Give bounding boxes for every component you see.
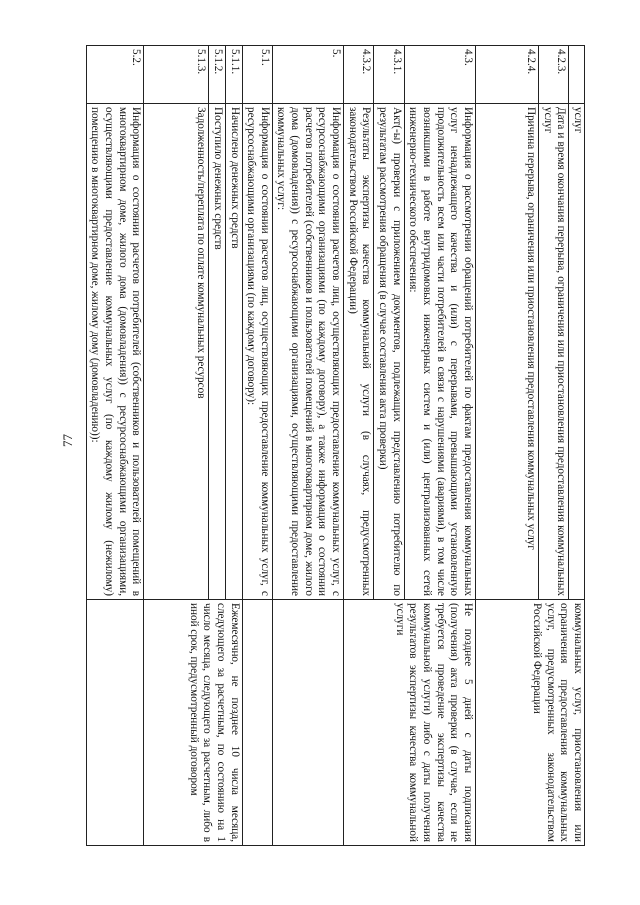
item-term: Не позднее 5 дней с даты подписания (получения) акта проверки (в случае, если не требуется проведение экспертизы качества коммунальной услуги) либо с даты получения результатов экспертизы качества коммунальной услуги bbox=[344, 600, 476, 846]
item-term: Ежемесячно, не позднее 10 числа месяца, следующего за расчетным, по состоянию на 1 число месяца, следующего за расчетным, либо в иной срок, предусмотренный договором bbox=[144, 600, 242, 846]
item-description: Информация о состоянии расчетов лиц, осуществляющих предоставление коммунальных услуг, с ресурсоснабжающими организациями (по каждому договору), а также информация о состоянии расчетов потребителей (собственников и пользователей помещений в многоквартирном доме, жилого дома (домовладения)) с ресурсоснабжающими организациями, осуществляющими предоставление коммунальных услуг: bbox=[272, 104, 343, 600]
item-number: 5.1.2. bbox=[209, 46, 226, 104]
table-row bbox=[242, 46, 272, 846]
item-description: Акт(-ы) проверки с приложением документов, подлежащих представлению потребителю по результатам рассмотрения обращения (в случае составления акта проверки) bbox=[374, 104, 404, 600]
item-description: Причина перерыва, ограничения или приостановления предоставления коммунальных услуг bbox=[476, 104, 539, 600]
disclosure-table bbox=[86, 45, 585, 846]
item-number: 4.3.1. bbox=[374, 46, 404, 104]
rotated-page bbox=[60, 45, 585, 845]
item-term: коммунальных услуг, приостановления или ограничения предоставления коммунальных услуг, предусмотренных законодательством Российской Федерации bbox=[476, 600, 585, 846]
item-number bbox=[569, 46, 585, 104]
item-description: Информация о рассмотрении обращений потребителей по фактам предоставления коммунальных услуг ненадлежащего качества и (или) с перерывами, превышающими установленную продолжительность всем или части потребителей в связи с нарушениями (авариями), в том числе возникшими в работе внутридомовых инженерных систем и (или) централизованных сетей инженерно-технического обеспечения: bbox=[404, 104, 475, 600]
item-number: 5.1.1. bbox=[225, 46, 242, 104]
page-number: 77 bbox=[60, 434, 75, 447]
item-number: 4.3. bbox=[404, 46, 475, 104]
item-description: Начислено денежных средств bbox=[225, 104, 242, 600]
table-row bbox=[569, 46, 585, 846]
item-description: Дата и время окончания перерыва, ограничения или приостановления предоставления коммунальных услуг bbox=[539, 104, 569, 600]
table-row bbox=[404, 46, 475, 846]
item-number: 5.1. bbox=[242, 46, 272, 104]
item-description: Поступило денежных средств bbox=[209, 104, 226, 600]
table-row bbox=[86, 46, 144, 846]
item-term bbox=[242, 600, 272, 846]
table-row bbox=[272, 46, 343, 846]
item-term bbox=[272, 600, 343, 846]
item-number: 5.2. bbox=[86, 46, 144, 104]
item-number: 4.2.3. bbox=[539, 46, 569, 104]
item-description: Задолженность/переплата по оплате коммунальных ресурсов bbox=[144, 104, 209, 600]
item-number: 5. bbox=[272, 46, 343, 104]
item-number: 5.1.3. bbox=[144, 46, 209, 104]
item-number: 4.3.2. bbox=[344, 46, 374, 104]
item-term bbox=[86, 600, 144, 846]
item-description: Результаты экспертизы качества коммунальной услуги (в случаях, предусмотренных законодательством Российской Федерации) bbox=[344, 104, 374, 600]
item-description: Информация о состоянии расчетов потребителей (собственников и пользователей помещений в многоквартирном доме, жилого дома (домовладения)) с ресурсоснабжающими организациями, осуществляющими предоставление коммунальных услуг (по каждому жилому (нежилому) помещению в многоквартирном доме, жилому дому (домовладению)): bbox=[86, 104, 144, 600]
table-row bbox=[225, 46, 242, 846]
item-number: 4.2.4. bbox=[476, 46, 539, 104]
item-description: Информация о состоянии расчетов лиц, осуществляющих предоставление коммунальных услуг, с ресурсоснабжающими организациями (по каждому договору): bbox=[242, 104, 272, 600]
item-description: услуг bbox=[569, 104, 585, 600]
